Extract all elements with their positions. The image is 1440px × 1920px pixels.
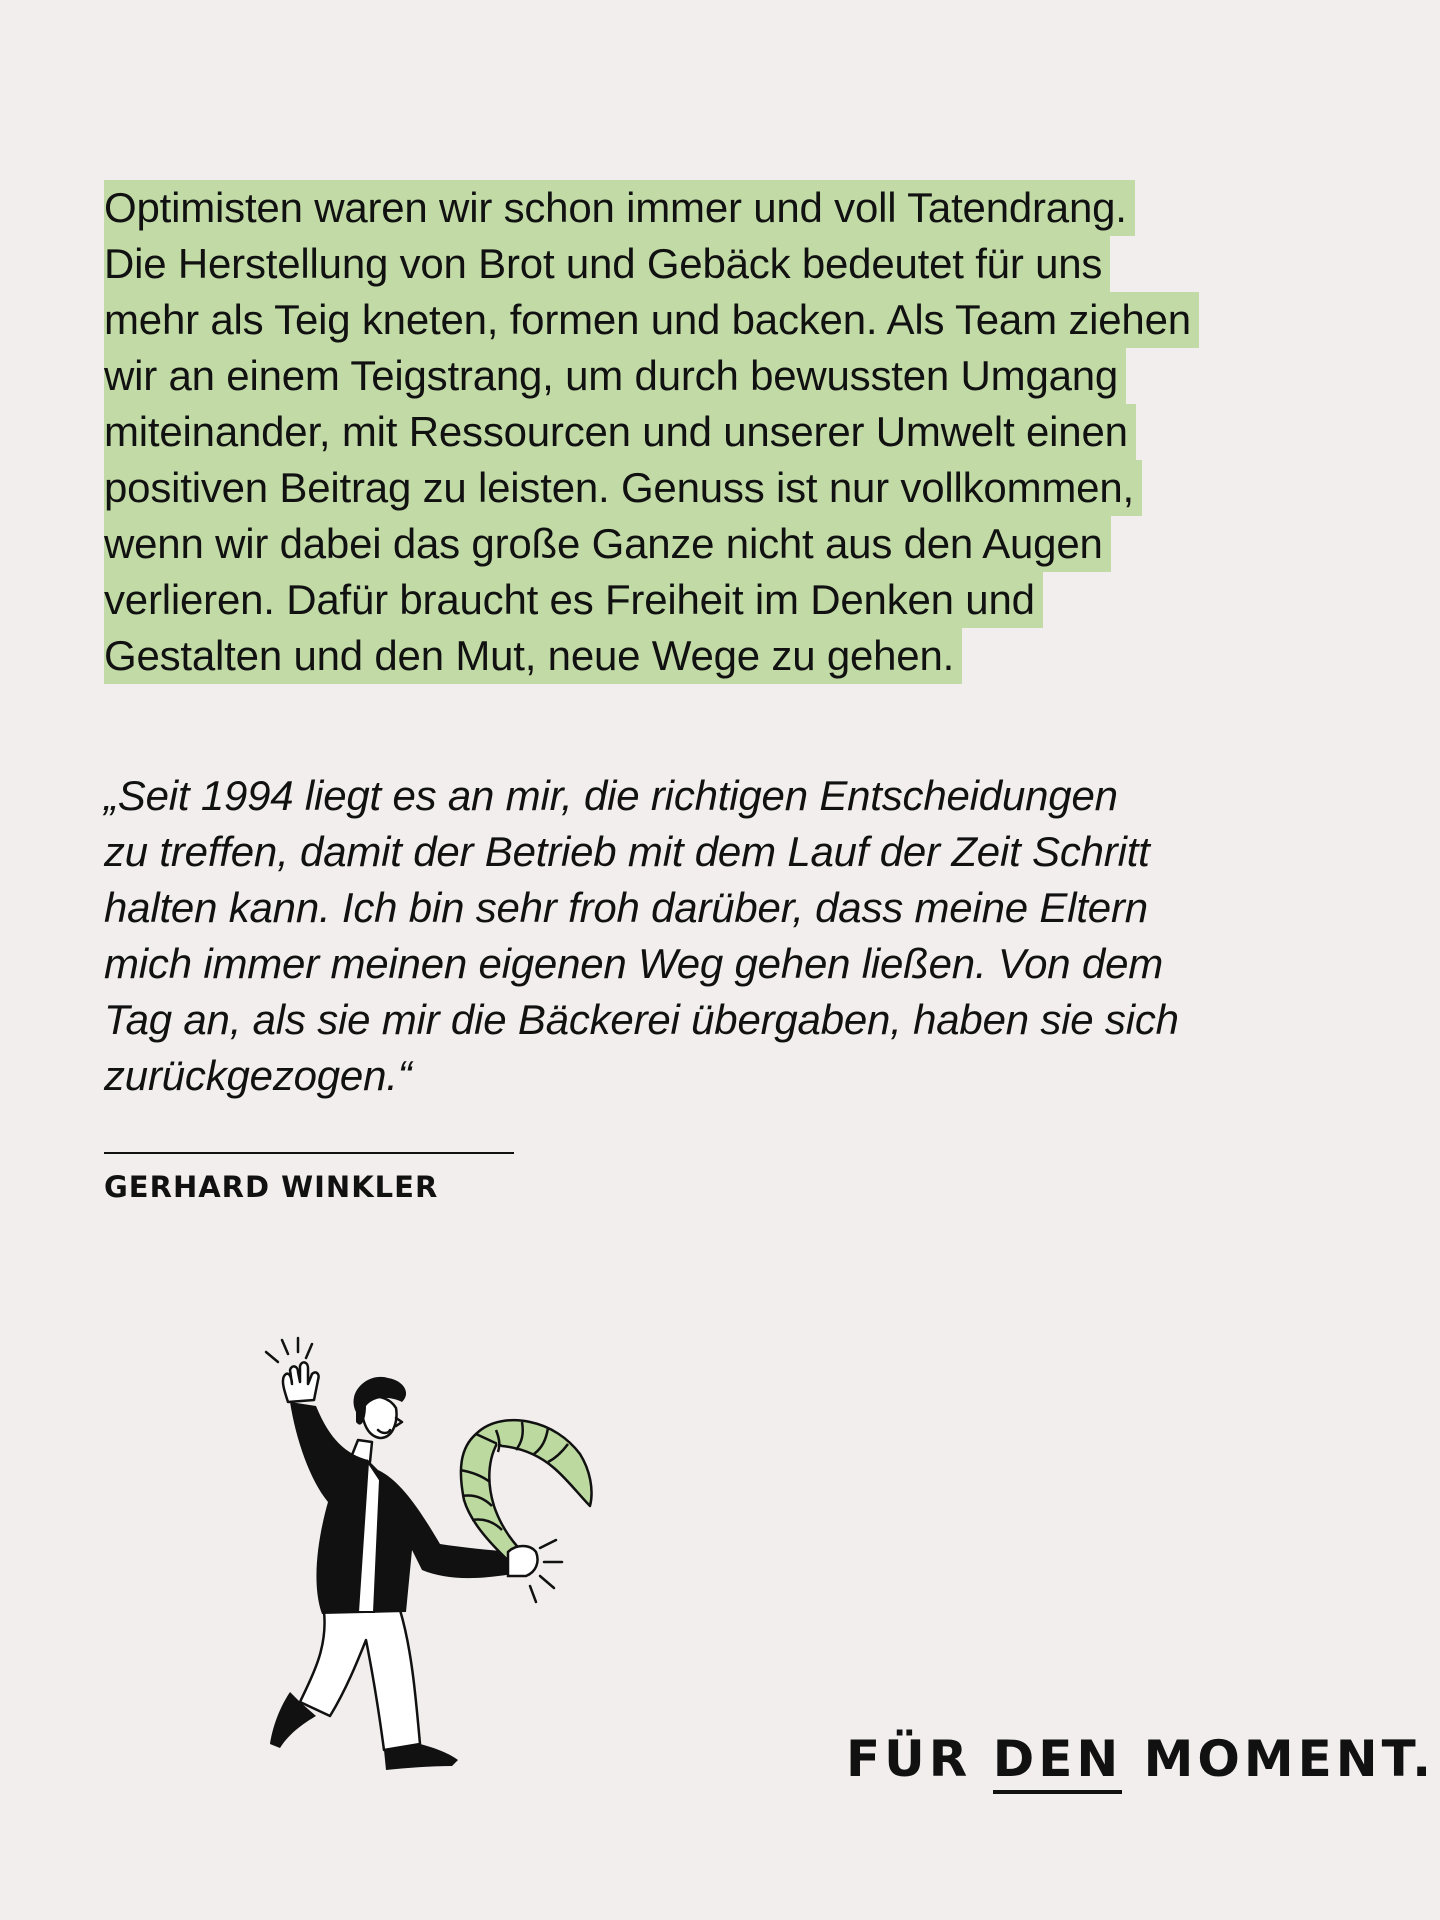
slogan-part: FÜR: [846, 1730, 972, 1788]
intro-paragraph: [104, 180, 1344, 684]
quote-line: halten kann. Ich bin sehr froh darüber, dass meine Eltern: [104, 884, 1148, 931]
intro-line: Gestalten und den Mut, neue Wege zu gehen.: [104, 628, 962, 684]
intro-line: wenn wir dabei das große Ganze nicht aus den Augen: [104, 516, 1111, 572]
intro-line: miteinander, mit Ressourcen und unserer Umwelt einen: [104, 404, 1136, 460]
intro-line: Optimisten waren wir schon immer und voll Tatendrang.: [104, 180, 1135, 236]
quote-line: zu treffen, damit der Betrieb mit dem Lauf der Zeit Schritt: [104, 828, 1150, 875]
quote-line: Tag an, als sie mir die Bäckerei übergaben, haben sie sich: [104, 996, 1179, 1043]
quote-line: zurückgezogen.“: [104, 1052, 412, 1099]
slogan: [846, 1730, 1436, 1820]
intro-line: verlieren. Dafür braucht es Freiheit im Denken und: [104, 572, 1043, 628]
man-with-croissant-illustration: [250, 1330, 690, 1820]
quote-block: [104, 768, 1354, 1104]
quote-author: GERHARD WINKLER: [104, 1170, 439, 1204]
intro-line: Die Herstellung von Brot und Gebäck bedeutet für uns: [104, 236, 1110, 292]
intro-line: wir an einem Teigstrang, um durch bewussten Umgang: [104, 348, 1126, 404]
quote-line: „Seit 1994 liegt es an mir, die richtigen Entscheidungen: [104, 772, 1118, 819]
author-divider: [104, 1152, 514, 1154]
slogan-part: MOMENT.: [1143, 1730, 1436, 1788]
intro-line: positiven Beitrag zu leisten. Genuss ist nur vollkommen,: [104, 460, 1142, 516]
slogan-underlined-word: DEN: [993, 1730, 1123, 1794]
intro-line: mehr als Teig kneten, formen und backen. Als Team ziehen: [104, 292, 1199, 348]
quote-line: mich immer meinen eigenen Weg gehen ließen. Von dem: [104, 940, 1164, 987]
